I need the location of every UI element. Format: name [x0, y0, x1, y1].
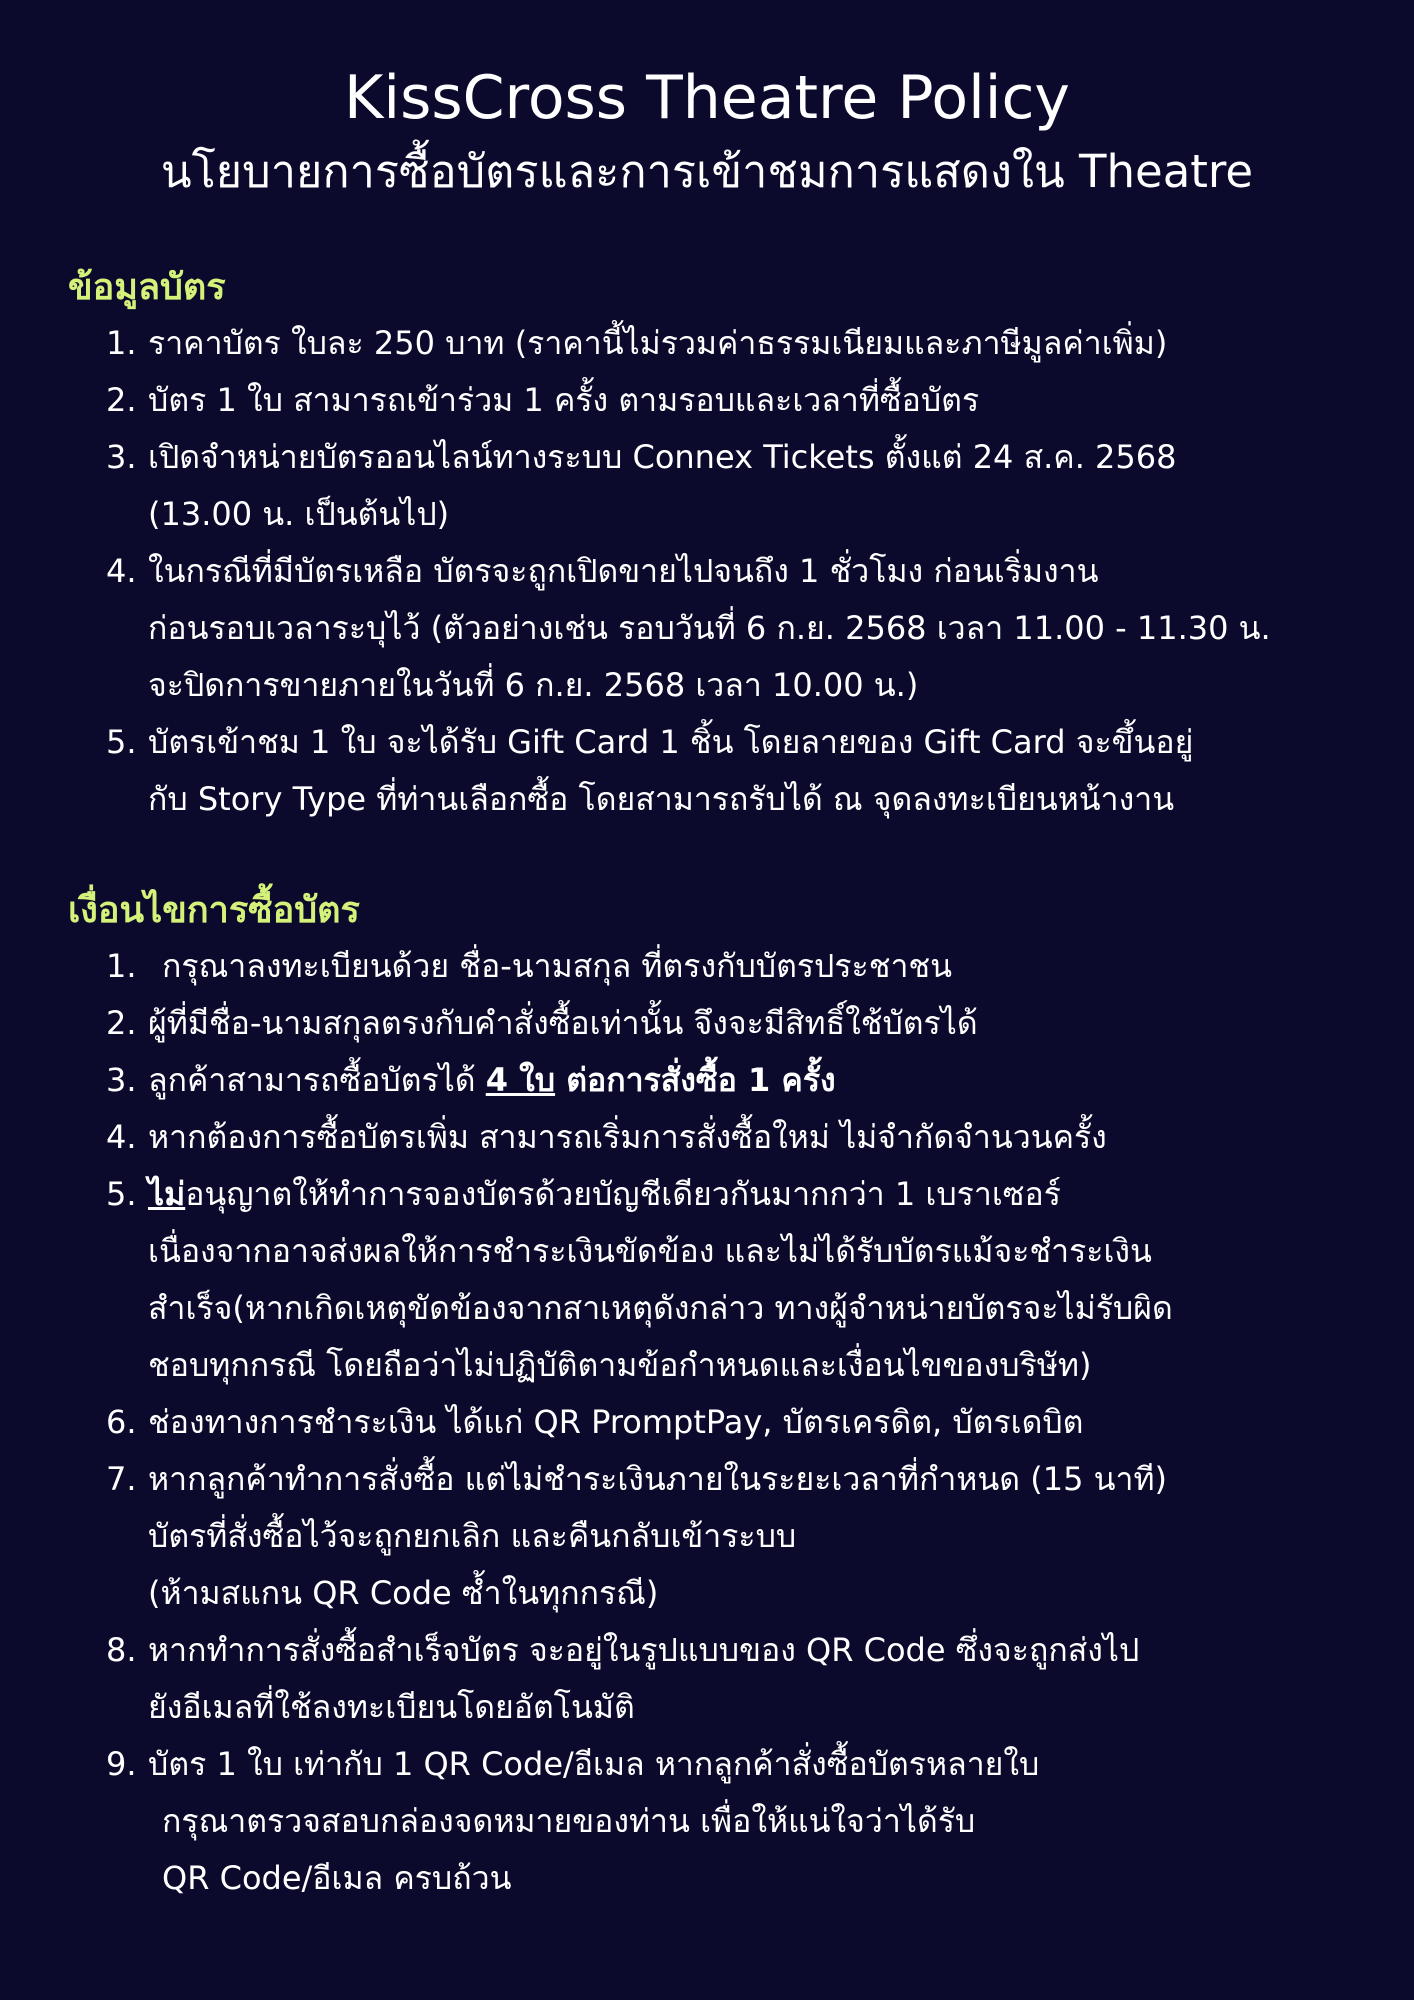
list-number: 5.: [106, 723, 137, 761]
condition-item-9: [68, 1736, 1368, 1907]
ticket-info-heading: ข้อมูลบัตร: [68, 267, 226, 308]
condition-text: อนุญาตให้ทำการจองบัตรด้วยบัญชีเดียวกันมากกว่า 1 เบราเซอร์: [185, 1175, 1061, 1213]
list-line: บัตรที่สั่งซื้อไว้จะถูกยกเลิก และคืนกลับเข้าระบบ: [148, 1517, 797, 1555]
list-number: 6.: [106, 1403, 137, 1441]
list-line: บัตร 1 ใบ สามารถเข้าร่วม 1 ครั้ง ตามรอบและเวลาที่ซื้อบัตร: [148, 381, 980, 419]
list-line: [148, 1052, 1368, 1109]
condition-item-6: [68, 1394, 1368, 1451]
list-number: 2.: [106, 381, 137, 419]
list-line: เนื่องจากอาจส่งผลให้การชำระเงินขัดข้อง และไม่ได้รับบัตรแม้จะชำระเงิน: [148, 1232, 1152, 1270]
list-line: หากต้องการซื้อบัตรเพิ่ม สามารถเริ่มการสั่งซื้อใหม่ ไม่จำกัดจำนวนครั้ง: [148, 1118, 1107, 1156]
ticket-info-item-3: [68, 429, 1368, 543]
ticket-info-item-1: [68, 315, 1368, 372]
list-number: 3.: [106, 1061, 137, 1099]
list-line: สำเร็จ(หากเกิดเหตุขัดข้องจากสาเหตุดังกล่าว ทางผู้จำหน่ายบัตรจะไม่รับผิด: [148, 1289, 1173, 1327]
list-line: ราคาบัตร ใบละ 250 บาท (ราคานี้ไม่รวมค่าธรรมเนียมและภาษีมูลค่าเพิ่ม): [148, 324, 1168, 362]
list-line: จะปิดการขายภายในวันที่ 6 ก.ย. 2568 เวลา 10.00 น.): [148, 666, 919, 704]
condition-item-8: [68, 1622, 1368, 1736]
list-number: 9.: [106, 1745, 137, 1783]
condition-item-7: [68, 1451, 1368, 1622]
list-number: 4.: [106, 1118, 137, 1156]
list-line: ชอบทุกกรณี โดยถือว่าไม่ปฏิบัติตามข้อกำหนดและเงื่อนไขของบริษัท): [148, 1346, 1092, 1384]
list-line: (13.00 น. เป็นต้นไป): [148, 495, 450, 533]
ticket-info-item-4: [68, 543, 1368, 714]
list-line: ในกรณีที่มีบัตรเหลือ บัตรจะถูกเปิดขายไปจนถึง 1 ชั่วโมง ก่อนเริ่มงาน: [148, 552, 1099, 590]
page-title: KissCross Theatre Policy: [344, 63, 1070, 133]
purchase-conditions-heading: เงื่อนไขการซื้อบัตร: [68, 890, 360, 931]
list-number: 8.: [106, 1631, 137, 1669]
condition-item-1: [68, 938, 1368, 995]
list-line: บัตรเข้าชม 1 ใบ จะได้รับ Gift Card 1 ชิ้น โดยลายของ Gift Card จะขึ้นอยู่: [148, 723, 1194, 761]
purchase-conditions-list: [68, 938, 1368, 1907]
list-number: 4.: [106, 552, 137, 590]
list-line: [148, 1166, 1368, 1223]
list-line: (ห้ามสแกน QR Code ซ้ำในทุกกรณี): [148, 1574, 659, 1612]
page-subtitle: นโยบายการซื้อบัตรและการเข้าชมการแสดงใน Theatre: [160, 145, 1254, 198]
ticket-info-section: [68, 263, 1368, 828]
condition-item-2: [68, 995, 1368, 1052]
list-line: กับ Story Type ที่ท่านเลือกซื้อ โดยสามารถรับได้ ณ จุดลงทะเบียนหน้างาน: [148, 780, 1175, 818]
condition-item-5: [68, 1166, 1368, 1394]
list-line: ผู้ที่มีชื่อ-นามสกุลตรงกับคำสั่งซื้อเท่านั้น จึงจะมีสิทธิ์ใช้บัตรได้: [148, 1004, 978, 1042]
list-line: กรุณาลงทะเบียนด้วย ชื่อ-นามสกุล ที่ตรงกับบัตรประชาชน: [162, 947, 953, 985]
list-number: 3.: [106, 438, 137, 476]
purchase-conditions-section: [68, 886, 1368, 1907]
list-line: ยังอีเมลที่ใช้ลงทะเบียนโดยอัตโนมัติ: [148, 1688, 635, 1726]
list-line: บัตร 1 ใบ เท่ากับ 1 QR Code/อีเมล หากลูกค้าสั่งซื้อบัตรหลายใบ: [148, 1745, 1040, 1783]
ticket-info-item-2: [68, 372, 1368, 429]
not-allowed-emphasis: ไม่: [148, 1175, 186, 1213]
list-number: 5.: [106, 1175, 137, 1213]
list-line: หากลูกค้าทำการสั่งซื้อ แต่ไม่ชำระเงินภายในระยะเวลาที่กำหนด (15 นาที): [148, 1460, 1168, 1498]
list-line: หากทำการสั่งซื้อสำเร็จบัตร จะอยู่ในรูปแบบของ QR Code ซึ่งจะถูกส่งไป: [148, 1631, 1140, 1669]
condition-text: ลูกค้าสามารถซื้อบัตรได้: [148, 1061, 486, 1099]
ticket-info-list: [68, 315, 1368, 828]
list-line: กรุณาตรวจสอบกล่องจดหมายของท่าน เพื่อให้แน่ใจว่าได้รับ: [162, 1802, 976, 1840]
list-line: ช่องทางการชำระเงิน ได้แก่ QR PromptPay, บัตรเครดิต, บัตรเดบิต: [148, 1403, 1084, 1441]
list-number: 2.: [106, 1004, 137, 1042]
list-number: 1.: [106, 947, 137, 985]
list-line: QR Code/อีเมล ครบถ้วน: [162, 1859, 512, 1897]
list-number: 1.: [106, 324, 137, 362]
condition-item-3: [68, 1052, 1368, 1109]
list-line: เปิดจำหน่ายบัตรออนไลน์ทางระบบ Connex Tickets ตั้งแต่ 24 ส.ค. 2568: [148, 438, 1177, 476]
ticket-info-item-5: [68, 714, 1368, 828]
ticket-limit-emphasis: 4 ใบ: [485, 1061, 556, 1099]
condition-item-4: [68, 1109, 1368, 1166]
list-line: ก่อนรอบเวลาระบุไว้ (ตัวอย่างเช่น รอบวันที่ 6 ก.ย. 2568 เวลา 11.00 - 11.30 น.: [148, 609, 1271, 647]
list-number: 7.: [106, 1460, 137, 1498]
ticket-limit-suffix: ต่อการสั่งซื้อ 1 ครั้ง: [555, 1061, 836, 1099]
